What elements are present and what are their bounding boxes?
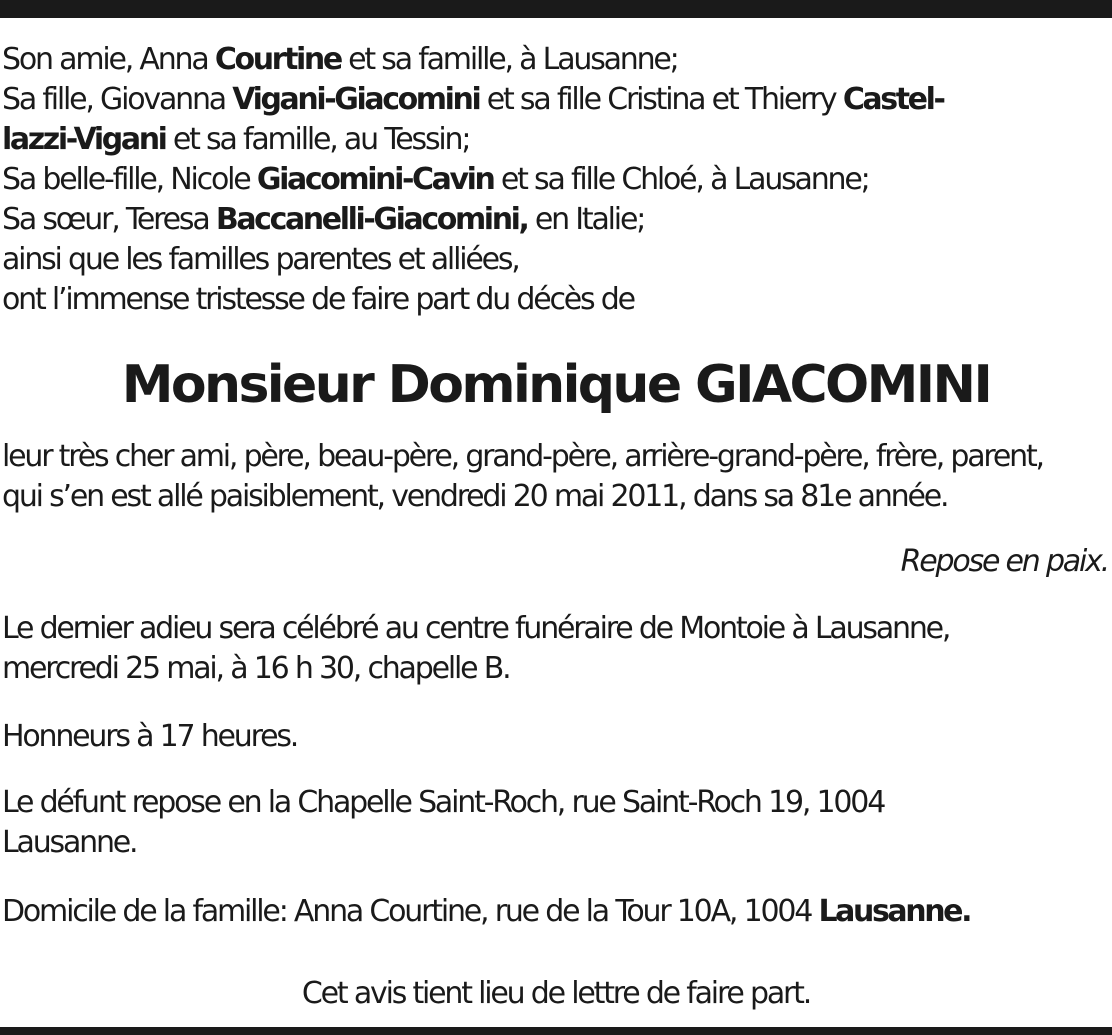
rest-place-info: [2, 783, 1110, 863]
mourner-line: [2, 200, 1110, 240]
relation-line: leur très cher ami, père, beau-père, grand-père, arrière-grand-père, frère, parent,: [2, 439, 1043, 474]
deceased-name: Monsieur Dominique GIACOMINI: [121, 355, 991, 415]
announcement-line: ont l’immense tristesse de faire part du décès de: [2, 282, 634, 317]
surname: Giacomini-Cavin: [256, 162, 494, 197]
honours-line: Honneurs à 17 heures.: [2, 719, 298, 754]
ceremony-line: mercredi 25 mai, à 16 h 30, chapelle B.: [2, 651, 510, 686]
family-home-info: [2, 892, 1110, 932]
text: et sa famille, à Lausanne;: [340, 42, 678, 77]
city: Lausanne.: [818, 894, 971, 929]
surname: lazzi-Vigani: [2, 122, 166, 157]
mourners-list: [2, 40, 1110, 320]
surname: Castel-: [842, 82, 944, 117]
text: Sa sœur, Teresa: [2, 202, 216, 237]
rest-place-line: Le défunt repose en la Chapelle Saint-Roch, rue Saint-Roch 19, 1004: [2, 785, 885, 820]
mourner-line: [2, 40, 1110, 80]
bottom-border-rule: [0, 1027, 1112, 1035]
closing-note: Cet avis tient lieu de lettre de faire part.: [301, 976, 811, 1011]
rest-place-line: Lausanne.: [2, 825, 137, 860]
mourner-line: ainsi que les familles parentes et alliées,: [2, 242, 519, 277]
text: et sa fille Chloé, à Lausanne;: [493, 162, 869, 197]
mourner-line: [2, 160, 1110, 200]
mourner-line: [2, 120, 1110, 160]
text: en Italie;: [527, 202, 645, 237]
honours-info: [2, 717, 1110, 757]
text: et sa fille Cristina et Thierry: [479, 82, 843, 117]
text: Domicile de la famille: Anna Courtine, rue de la Tour 10A, 1004: [2, 894, 819, 929]
top-border-rule: [0, 0, 1112, 18]
relation-line: qui s’en est allé paisiblement, vendredi 20 mai 2011, dans sa 81e année.: [2, 479, 948, 514]
repose-en-paix: Repose en paix.: [900, 544, 1108, 579]
mourner-line: [2, 80, 1110, 120]
ceremony-line: Le dernier adieu sera célébré au centre funéraire de Montoie à Lausanne,: [2, 611, 950, 646]
ceremony-info: [2, 609, 1110, 689]
home-line: [2, 892, 1110, 932]
surname: Vigani-Giacomini: [232, 82, 480, 117]
surname: Baccanelli-Giacomini,: [215, 202, 528, 237]
text: Sa fille, Giovanna: [2, 82, 233, 117]
text: Sa belle-fille, Nicole: [2, 162, 257, 197]
surname: Courtine: [214, 42, 341, 77]
text: Son amie, Anna: [2, 42, 215, 77]
relation-text: [2, 437, 1110, 517]
text: et sa famille, au Tessin;: [165, 122, 470, 157]
